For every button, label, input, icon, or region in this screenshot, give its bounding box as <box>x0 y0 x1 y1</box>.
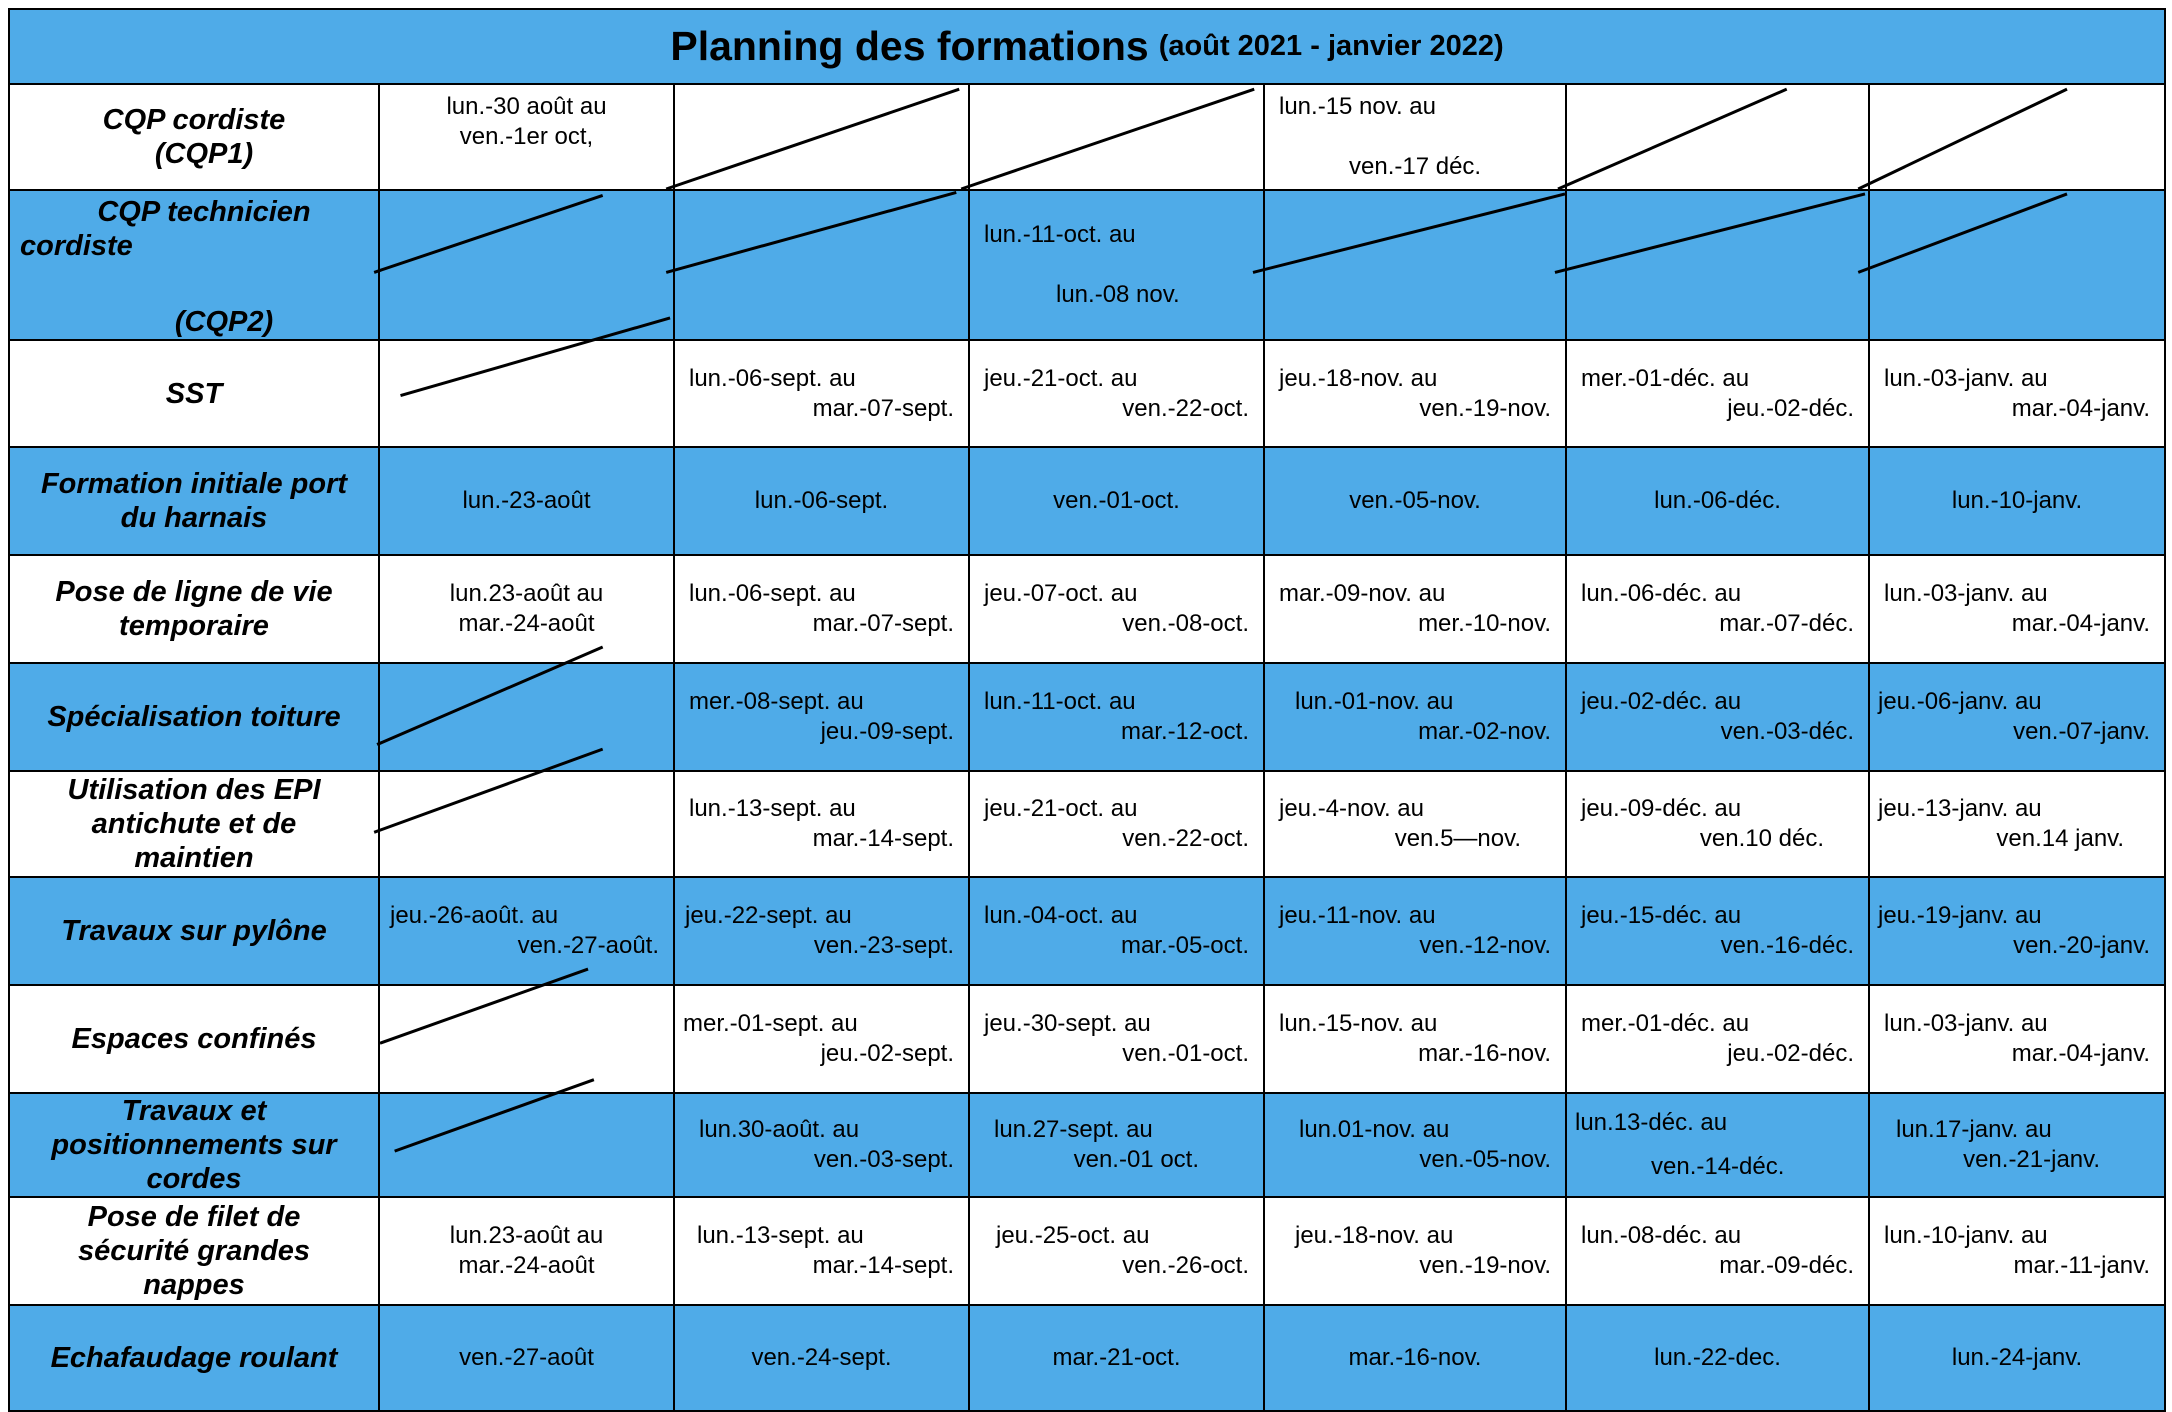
date-start: lun.-13-sept. au <box>689 795 856 822</box>
row-label-line: Utilisation des EPI <box>67 774 321 806</box>
row-label <box>9 84 379 190</box>
date-cell-unavailable <box>674 84 969 190</box>
date-end: ven.-14-déc. <box>1651 1153 1785 1180</box>
date-end: ven.-26-oct. <box>1122 1252 1249 1279</box>
date-end: ven.-22-oct. <box>1122 825 1249 852</box>
date-start: lun.-15 nov. au <box>1279 93 1436 120</box>
page-title: Planning des formations <box>670 23 1149 69</box>
row-label <box>9 1093 379 1197</box>
date-cell <box>1869 1093 2165 1197</box>
date-start: jeu.-09-déc. au <box>1581 795 1742 822</box>
date-end: ven.-1er oct, <box>459 123 594 150</box>
strike-line <box>675 85 968 189</box>
date-start: lun.-08-déc. au <box>1581 1222 1742 1249</box>
date-cell-unavailable <box>674 190 969 340</box>
planning-sheet <box>8 8 2164 1400</box>
date-cell-unavailable <box>969 84 1264 190</box>
row-label <box>9 663 379 771</box>
row-label <box>9 985 379 1093</box>
date-end: mar.-24-août <box>458 610 595 637</box>
date-single: mar.-16-nov. <box>1348 1344 1482 1371</box>
strike-line <box>675 191 968 339</box>
date-cell-unavailable <box>1869 84 2165 190</box>
date-cell <box>1566 877 1869 985</box>
date-end: ven.14 janv. <box>1996 825 2125 852</box>
date-start: mar.-09-nov. au <box>1279 580 1446 607</box>
date-end: ven.-07-janv. <box>2013 718 2151 745</box>
date-cell <box>674 1197 969 1305</box>
date-cell <box>1869 877 2165 985</box>
date-cell <box>1566 447 1869 555</box>
strike-line <box>1567 191 1868 339</box>
date-start: jeu.-30-sept. au <box>984 1010 1151 1037</box>
date-cell <box>1566 1197 1869 1305</box>
date-start: jeu.-18-nov. au <box>1279 364 1438 392</box>
date-start: jeu.-4-nov. au <box>1279 795 1424 822</box>
date-single: ven.-05-nov. <box>1349 487 1481 514</box>
date-cell <box>969 985 1264 1093</box>
date-start: lun.-04-oct. au <box>984 902 1138 929</box>
date-start: jeu.-26-août. au <box>390 902 559 929</box>
date-cell <box>379 877 674 985</box>
date-start: lun.27-sept. au <box>994 1116 1153 1143</box>
table-row <box>9 190 2165 340</box>
date-cell <box>1264 1093 1566 1197</box>
date-end: mar.-02-nov. <box>1418 718 1551 745</box>
date-start: jeu.-15-déc. au <box>1581 902 1742 929</box>
date-cell <box>379 555 674 663</box>
date-cell-unavailable <box>379 663 674 771</box>
table-row <box>9 771 2165 877</box>
date-cell <box>1869 985 2165 1093</box>
date-start: lun.-03-janv. au <box>1884 364 2048 392</box>
date-cell <box>1869 555 2165 663</box>
row-label <box>9 1305 379 1411</box>
date-cell <box>969 663 1264 771</box>
date-start: jeu.-06-janv. au <box>1878 688 2042 715</box>
date-start: jeu.-18-nov. au <box>1295 1222 1454 1249</box>
date-end: jeu.-02-déc. <box>1727 1040 1854 1067</box>
row-label-line: (CQP1) <box>154 138 254 170</box>
strike-line <box>380 772 673 876</box>
date-end: ven.5—nov. <box>1394 825 1521 852</box>
date-start: lun.30-août. au <box>699 1116 860 1143</box>
date-cell <box>674 340 969 447</box>
date-cell <box>969 340 1264 447</box>
date-cell <box>1264 877 1566 985</box>
row-label-line: cordiste <box>20 230 133 262</box>
row-label-line: SST <box>165 377 223 410</box>
date-start: mer.-01-sept. au <box>683 1010 858 1037</box>
date-end: mar.-04-janv. <box>2011 610 2151 637</box>
date-end: ven.-16-déc. <box>1720 932 1854 959</box>
date-single: lun.-10-janv. <box>1951 487 2083 514</box>
date-start: lun.01-nov. au <box>1299 1116 1450 1143</box>
date-cell <box>969 1093 1264 1197</box>
date-end: jeu.-02-sept. <box>820 1040 954 1067</box>
date-end: ven.-01 oct. <box>1073 1146 1199 1173</box>
date-end: ven.-08-oct. <box>1122 610 1249 637</box>
date-end: lun.-08 nov. <box>1056 281 1180 308</box>
date-start: jeu.-21-oct. au <box>984 364 1138 392</box>
date-cell-unavailable <box>379 1093 674 1197</box>
row-label-line: CQP cordiste <box>102 104 286 136</box>
date-cell <box>1264 340 1566 447</box>
row-label-line: Pose de ligne de vie <box>55 576 333 608</box>
date-cell-unavailable <box>379 771 674 877</box>
date-cell <box>969 877 1264 985</box>
row-label-line: sécurité grandes <box>77 1235 311 1267</box>
row-label <box>9 190 379 340</box>
date-cell <box>379 84 674 190</box>
row-label <box>9 1197 379 1305</box>
row-label <box>9 447 379 555</box>
row-label-line: CQP technicien <box>97 196 311 228</box>
date-cell <box>379 1197 674 1305</box>
date-end: ven.10 déc. <box>1699 825 1824 852</box>
date-start: jeu.-11-nov. au <box>1279 902 1436 929</box>
date-end: jeu.-09-sept. <box>820 718 954 745</box>
date-cell <box>969 555 1264 663</box>
row-label <box>9 555 379 663</box>
date-cell <box>379 1305 674 1411</box>
row-label-line: Travaux et <box>121 1095 267 1127</box>
date-start: jeu.-22-sept. au <box>685 902 852 929</box>
date-single: lun.-24-janv. <box>1951 1344 2083 1371</box>
row-label-line: antichute et de <box>91 808 297 840</box>
row-label-line: positionnements sur <box>51 1129 337 1161</box>
row-label-line: nappes <box>143 1269 245 1301</box>
date-start: lun.-10-janv. au <box>1884 1222 2048 1249</box>
date-cell-unavailable <box>1869 190 2165 340</box>
date-start: lun.-06-sept. au <box>689 364 856 392</box>
date-cell <box>1264 1305 1566 1411</box>
table-row <box>9 877 2165 985</box>
date-end: ven.-12-nov. <box>1419 932 1551 959</box>
date-single: mar.-21-oct. <box>1052 1344 1181 1371</box>
date-cell <box>1566 1093 1869 1197</box>
title-cell <box>9 9 2165 84</box>
strike-line <box>380 1094 673 1196</box>
date-cell <box>1264 985 1566 1093</box>
date-cell <box>1566 771 1869 877</box>
table-row <box>9 555 2165 663</box>
table-row <box>9 447 2165 555</box>
date-cell-unavailable <box>1566 190 1869 340</box>
date-start: jeu.-02-déc. au <box>1581 688 1742 715</box>
date-cell <box>1869 340 2165 447</box>
date-end: ven.-05-nov. <box>1419 1146 1551 1173</box>
strike-line <box>1265 191 1565 339</box>
date-start: lun.-11-oct. au <box>984 688 1136 715</box>
table-row <box>9 340 2165 447</box>
table-row <box>9 1197 2165 1305</box>
date-cell <box>1264 663 1566 771</box>
date-end: mar.-16-nov. <box>1418 1040 1551 1067</box>
date-start: lun.-03-janv. au <box>1884 580 2048 607</box>
table-row <box>9 985 2165 1093</box>
date-end: ven.-03-sept. <box>813 1146 954 1173</box>
date-cell <box>674 555 969 663</box>
date-end: mar.-24-août <box>458 1252 595 1279</box>
date-single: lun.-06-déc. <box>1654 487 1781 514</box>
date-end: mar.-04-janv. <box>2011 394 2151 422</box>
date-end: ven.-01-oct. <box>1122 1040 1249 1067</box>
date-cell-unavailable <box>379 190 674 340</box>
page-subtitle: (août 2021 - janvier 2022) <box>1158 30 1504 62</box>
date-cell <box>674 447 969 555</box>
date-end: ven.-17 déc. <box>1349 153 1482 180</box>
date-start: jeu.-13-janv. au <box>1878 795 2042 822</box>
row-label-line: Pose de filet de <box>87 1201 301 1233</box>
date-end: mer.-10-nov. <box>1418 610 1551 637</box>
date-start: lun.13-déc. au <box>1575 1109 1728 1136</box>
date-cell <box>1566 663 1869 771</box>
date-start: lun.-06-sept. au <box>689 580 856 607</box>
date-cell <box>1264 555 1566 663</box>
table-row <box>9 84 2165 190</box>
date-end: mar.-07-déc. <box>1719 610 1854 637</box>
date-start: jeu.-19-janv. au <box>1878 902 2042 929</box>
date-start: lun.23-août au <box>449 1222 604 1249</box>
row-label-line: temporaire <box>119 610 269 642</box>
row-label <box>9 771 379 877</box>
date-end: ven.-19-nov. <box>1419 394 1551 422</box>
date-cell-unavailable <box>1264 190 1566 340</box>
date-start: lun.17-janv. au <box>1896 1116 2052 1143</box>
date-cell <box>1566 340 1869 447</box>
date-cell <box>1566 1305 1869 1411</box>
date-single: ven.-01-oct. <box>1053 487 1180 514</box>
date-single: lun.-23-août <box>462 487 591 514</box>
date-cell-unavailable <box>379 985 674 1093</box>
date-single: ven.-24-sept. <box>751 1344 892 1371</box>
date-start: lun.-01-nov. au <box>1295 688 1454 715</box>
date-cell <box>969 190 1264 340</box>
table-row <box>9 1305 2165 1411</box>
date-start: lun.-03-janv. au <box>1884 1010 2048 1037</box>
date-start: lun.-06-déc. au <box>1581 580 1742 607</box>
date-start: jeu.-21-oct. au <box>984 795 1138 822</box>
date-end: ven.-22-oct. <box>1122 394 1249 422</box>
date-end: mar.-04-janv. <box>2011 1040 2151 1067</box>
date-single: ven.-27-août <box>459 1344 594 1371</box>
row-label <box>9 877 379 985</box>
row-label-line: Formation initiale port <box>40 468 348 500</box>
date-end: ven.-03-déc. <box>1720 718 1854 745</box>
date-end: ven.-19-nov. <box>1419 1252 1551 1279</box>
date-end: mar.-14-sept. <box>812 1252 954 1279</box>
date-end: mar.-07-sept. <box>812 610 954 637</box>
date-single: lun.-22-dec. <box>1654 1344 1781 1371</box>
strike-line <box>970 85 1263 189</box>
strike-line <box>1567 85 1868 189</box>
date-start: jeu.-07-oct. au <box>984 580 1138 607</box>
strike-line <box>1870 85 2164 189</box>
date-cell <box>674 663 969 771</box>
planning-table <box>8 8 2166 1412</box>
date-cell <box>379 447 674 555</box>
date-end: mar.-12-oct. <box>1120 718 1249 745</box>
date-end: ven.-27-août. <box>517 932 659 959</box>
strike-line <box>380 664 673 770</box>
date-cell <box>1869 1305 2165 1411</box>
date-cell-unavailable <box>1566 84 1869 190</box>
date-cell <box>969 771 1264 877</box>
date-cell <box>1869 771 2165 877</box>
date-start: mer.-01-déc. au <box>1581 364 1750 392</box>
date-cell <box>674 877 969 985</box>
title-row <box>9 9 2165 84</box>
date-cell <box>674 771 969 877</box>
date-end: ven.-23-sept. <box>813 932 954 959</box>
date-cell <box>674 1093 969 1197</box>
date-start: lun.-11-oct. au <box>984 221 1136 248</box>
strike-line <box>380 986 673 1092</box>
date-end: mar.-09-déc. <box>1719 1252 1854 1279</box>
date-cell <box>1869 663 2165 771</box>
date-cell <box>674 1305 969 1411</box>
row-label-line: cordes <box>146 1163 242 1195</box>
date-cell <box>674 985 969 1093</box>
date-end: ven.-20-janv. <box>2013 932 2151 959</box>
row-label-line: du harnais <box>120 502 268 534</box>
date-end: mar.-14-sept. <box>812 825 954 852</box>
date-cell-unavailable <box>379 340 674 447</box>
date-cell <box>1264 1197 1566 1305</box>
date-cell <box>1264 447 1566 555</box>
date-cell <box>969 447 1264 555</box>
date-start: jeu.-25-oct. au <box>996 1222 1150 1249</box>
date-end: jeu.-02-déc. <box>1727 394 1854 422</box>
date-end: ven.-21-janv. <box>1963 1146 2101 1173</box>
strike-line <box>380 191 673 339</box>
row-label-line: Espaces confinés <box>71 1023 317 1055</box>
row-label-line: maintien <box>134 842 254 874</box>
date-cell <box>1869 1197 2165 1305</box>
date-cell <box>1566 555 1869 663</box>
strike-line <box>1870 191 2164 339</box>
date-cell <box>1869 447 2165 555</box>
date-start: mer.-01-déc. au <box>1581 1010 1750 1037</box>
date-start: lun.-13-sept. au <box>697 1222 864 1249</box>
row-label <box>9 340 379 447</box>
date-cell <box>1264 84 1566 190</box>
date-cell <box>969 1305 1264 1411</box>
date-cell <box>1264 771 1566 877</box>
row-label-line: Spécialisation toiture <box>47 701 341 733</box>
date-end: mar.-07-sept. <box>812 394 954 422</box>
row-label-line: Echafaudage roulant <box>50 1342 338 1374</box>
strike-line <box>380 341 673 446</box>
date-end: mar.-05-oct. <box>1120 932 1249 959</box>
date-cell <box>969 1197 1264 1305</box>
date-start: lun.23-août au <box>449 580 604 607</box>
table-row <box>9 1093 2165 1197</box>
table-row <box>9 663 2165 771</box>
date-single: lun.-06-sept. <box>754 487 889 514</box>
date-start: lun.-15-nov. au <box>1279 1010 1438 1037</box>
row-label-line: (CQP2) <box>174 306 274 338</box>
date-end: mar.-11-janv. <box>2013 1252 2151 1279</box>
date-start: mer.-08-sept. au <box>689 688 864 715</box>
row-label-line: Travaux sur pylône <box>61 915 327 947</box>
date-start: lun.-30 août au <box>446 93 607 120</box>
date-cell <box>1566 985 1869 1093</box>
